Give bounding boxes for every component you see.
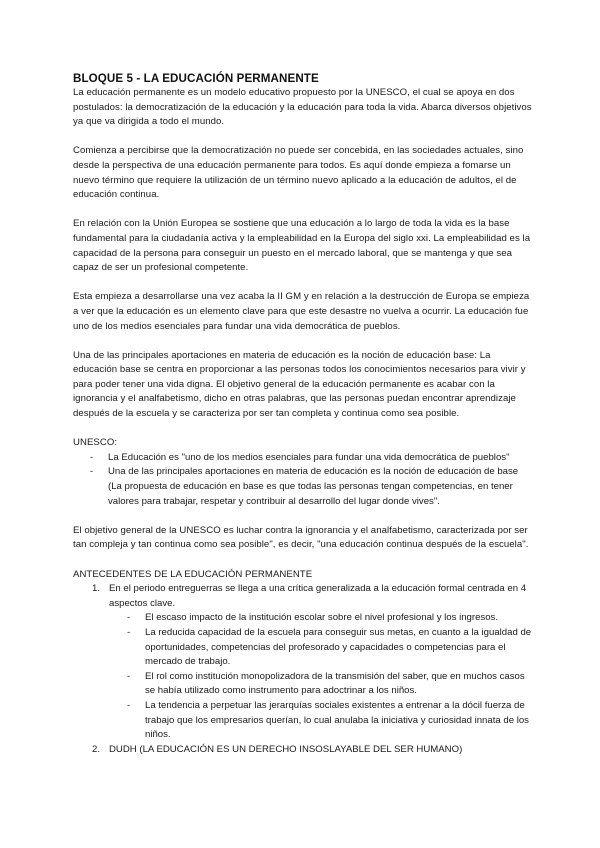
paragraph-unesco-objective: El objetivo general de la UNESCO es luchar contra la ignorancia y el analfabetismo, caracterizada por ser tan compleja y tan continua como sea posible", es decir, "una educación continua después de la escuela".	[73, 524, 529, 551]
dash-bullet-icon: -	[127, 670, 131, 682]
paragraph-eu: En relación con la Unión Europea se sostiene que una educación a lo largo de toda la vida es la base fundamental para la ciudadanía activa y la empleabilidad en la Europa del siglo xxi. La empleabilidad es la capacidad de la persona para conseguir un puesto en el mercado laboral, que se mantenga y que sea capaz de ser un profesional competente.	[73, 218, 531, 274]
dash-bullet-icon: -	[90, 451, 94, 463]
numbered-item-text: DUDH (LA EDUCACIÓN ES UN DERECHO INSOSLAYABLE DEL SER HUMANO)	[109, 743, 463, 755]
document-page	[73, 72, 533, 757]
spacer	[73, 130, 533, 145]
antecedentes-list	[73, 582, 533, 757]
sub-list	[109, 611, 533, 742]
paragraph-intro: La educación permanente es un modelo educativo propuesto por la UNESCO, el cual se apoya en dos postulados: la democratización de la educación y la educación para toda la vida. Abarca diversos objetivos ya que va dirigida a todo el mundo.	[73, 87, 532, 128]
list-item	[73, 451, 533, 466]
numbered-item	[73, 743, 533, 758]
spacer	[73, 553, 533, 568]
document-title: BLOQUE 5 - LA EDUCACIÓN PERMANENTE	[73, 72, 319, 85]
dash-bullet-icon: -	[127, 699, 131, 711]
sub-list-item	[109, 699, 533, 743]
item-number: 2.	[92, 743, 101, 755]
spacer	[73, 422, 533, 437]
list-item	[73, 465, 533, 509]
antecedentes-heading: ANTECEDENTES DE LA EDUCACIÓN PERMANENTE	[73, 568, 313, 580]
sub-list-item-text: La tendencia a perpetuar las jerarquías sociales existentes a entrenar a la dócil fuerza de trabajo que los empresarios querían, lo cual anulaba la iniciativa y curiosidad innata de los niños.	[145, 699, 529, 741]
sub-list-item-text: El escaso impacto de la institución escolar sobre el nivel profesional y los ingresos.	[145, 612, 499, 624]
unesco-list	[73, 451, 533, 509]
unesco-heading: UNESCO:	[73, 437, 118, 449]
dash-bullet-icon: -	[127, 626, 131, 638]
sub-list-item-text: El rol como institución monopolizadora de la transmisión del saber, que en muchos casos se había utilizado como instrumento para adoctrinar a los niños.	[145, 670, 525, 697]
numbered-item	[73, 582, 533, 743]
list-item-text: Una de las principales aportaciones en materia de educación es la noción de educación de base (La propuesta de educación en base es que todas las personas tengan competencias, en tener valores para trabajar, respetar y contribuir al desarrollo del lugar donde vives".	[108, 466, 519, 507]
sub-list-item	[109, 626, 533, 670]
list-item-text: La Educación es "uno de los medios esenciales para fundar una vida democrática de pueblos"	[108, 451, 510, 463]
dash-bullet-icon: -	[127, 612, 131, 624]
spacer	[73, 334, 533, 349]
spacer	[73, 276, 533, 291]
paragraph-ww2: Esta empieza a desarrollarse una vez acaba la II GM y en relación a la destrucción de Europa se empieza a ver que la educación es un elemento clave para que este desastre no vuelva a ocurrir. La educación fue uno de los medios esenciales para fundar una vida democrática de pueblos.	[73, 291, 530, 332]
sub-list-item-text: La reducida capacidad de la escuela para conseguir sus metas, en cuanto a la igualdad de oportunidades, competencias del profesorado y capacidades o competencias para el mercado de trabajo.	[145, 626, 532, 668]
paragraph-base-education: Una de las principales aportaciones en materia de educación es la noción de educación base: La educación base se centra en proporcionar a las personas todos los conocimientos necesarios para vivir y para poder tener una vida digna. El objetivo general de la educación permanente es acabar con la ignorancia y el analfabetismo, dicho en otras palabras, que las personas puedan encontrar aprendizaje después de la escuela y se caracteriza por ser tan completa y continua como sea posible.	[73, 349, 526, 420]
item-number: 1.	[92, 583, 101, 595]
numbered-item-text: En el periodo entreguerras se llega a una crítica generalizada a la educación formal centrada en 4 aspectos clave.	[109, 583, 527, 609]
sub-list-item	[109, 611, 533, 626]
spacer	[73, 203, 533, 218]
sub-list-item	[109, 670, 533, 699]
spacer	[73, 509, 533, 524]
paragraph-democratization: Comienza a percibirse que la democratización no puede ser concebida, en las sociedades actuales, sino desde la perspectiva de una educación permanente para todos. Es aquí donde empieza a fomarse un nuevo término que requiere la utilización de un término nuevo aplicado a la educación de adultos, el de educación continua.	[73, 145, 524, 201]
dash-bullet-icon: -	[90, 466, 94, 478]
